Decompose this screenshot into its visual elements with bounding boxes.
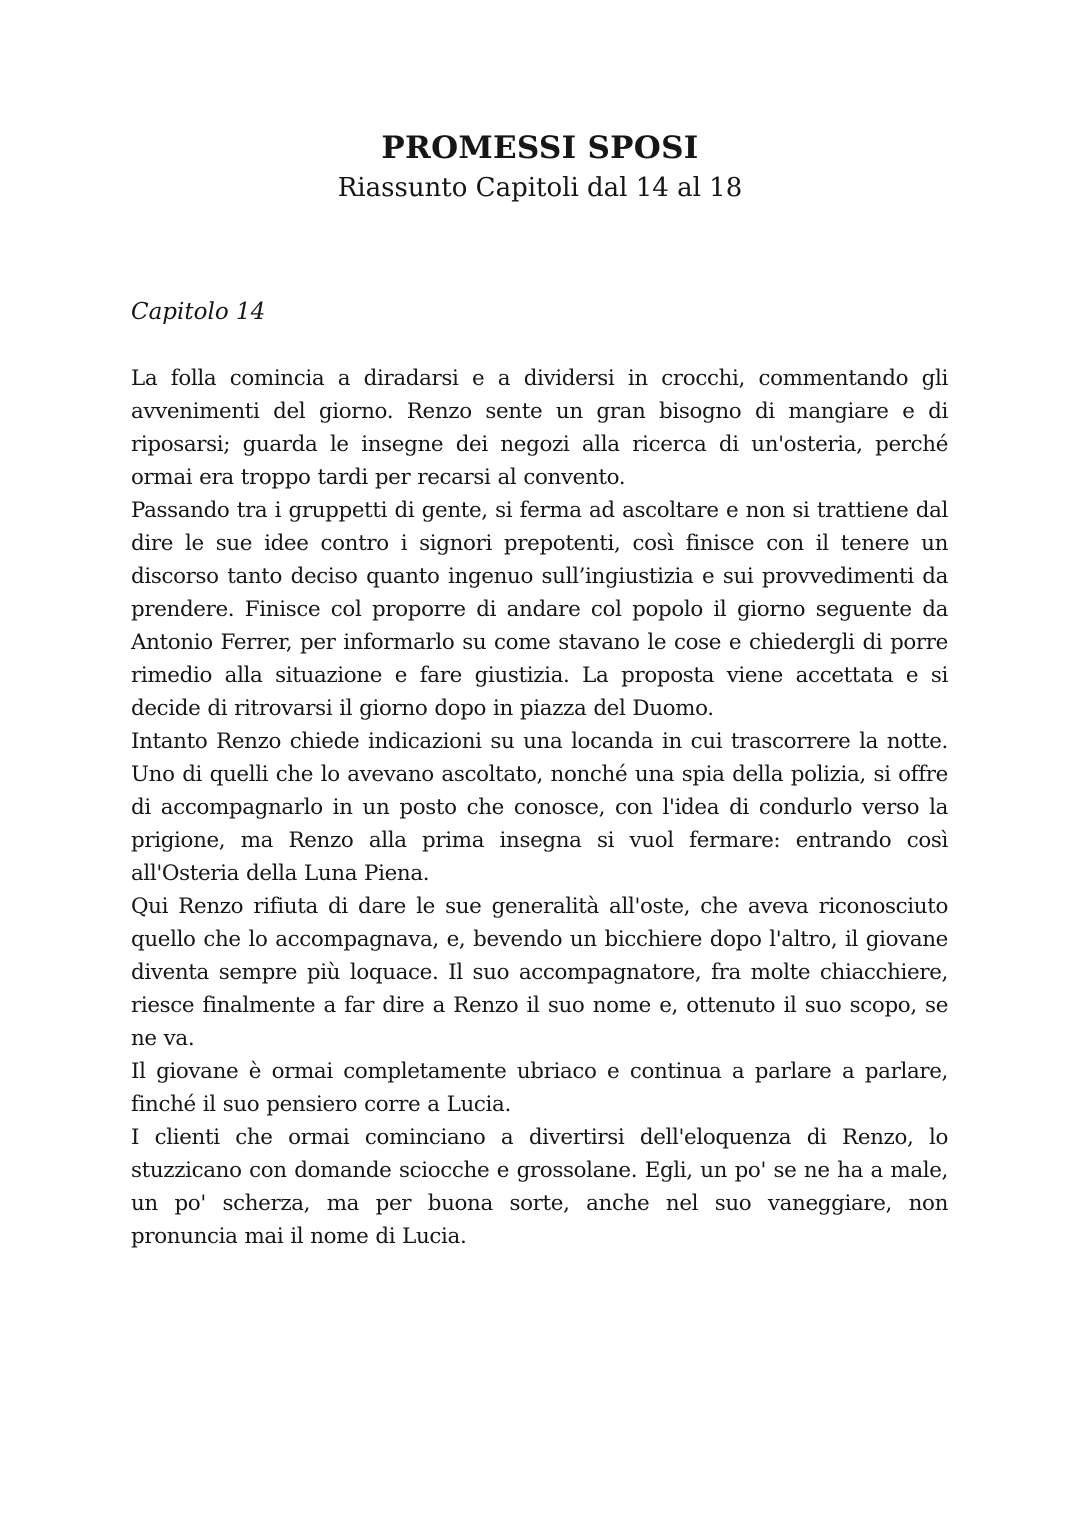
chapter-heading: Capitolo 14 — [131, 299, 266, 325]
paragraph-2: Passando tra i gruppetti di gente, si ferma ad ascoltare e non si trattiene dal dire le sue idee contro i signori prepotenti, così finisce con il tenere un discorso tanto deciso quanto ingenuo sull’ingiustizia e sui provvedimenti da prendere. Finisce col proporre di andare col popolo il giorno seguente da Antonio Ferrer, per informarlo su come stavano le cose e chiedergli di porre rimedio alla situazione e fare giustizia. La proposta viene accettata e si decide di ritrovarsi il giorno dopo in piazza del Duomo. — [131, 498, 948, 721]
paragraph-5: Il giovane è ormai completamente ubriaco e continua a parlare a parlare, finché il suo pensiero corre a Lucia. — [131, 1059, 948, 1117]
paragraph-3: Intanto Renzo chiede indicazioni su una locanda in cui trascorrere la notte. Uno di quelli che lo avevano ascoltato, nonché una spia della polizia, si offre di accompagnarlo in un posto che conosce, con l'idea di condurlo verso la prigione, ma Renzo alla prima insegna si vuol fermare: entrando così all'Osteria della Luna Piena. — [131, 729, 948, 886]
document-title: PROMESSI SPOSI — [381, 130, 699, 166]
paragraph-1: La folla comincia a diradarsi e a dividersi in crocchi, commentando gli avvenimenti del giorno. Renzo sente un gran bisogno di mangiare e di riposarsi; guarda le insegne dei negozi alla ricerca di un'osteria, perché ormai era troppo tardi per recarsi al convento. — [131, 366, 948, 490]
document-subtitle: Riassunto Capitoli dal 14 al 18 — [337, 173, 743, 203]
paragraph-4: Qui Renzo rifiuta di dare le sue generalità all'oste, che aveva riconosciuto quello che lo accompagnava, e, bevendo un bicchiere dopo l'altro, il giovane diventa sempre più loquace. Il suo accompagnatore, fra molte chiacchiere, riesce finalmente a far dire a Renzo il suo nome e, ottenuto il suo scopo, se ne va. — [131, 894, 948, 1051]
paragraph-6: I clienti che ormai cominciano a divertirsi dell'eloquenza di Renzo, lo stuzzicano con domande sciocche e grossolane. Egli, un po' se ne ha a male, un po' scherza, ma per buona sorte, anche nel suo vaneggiare, non pronuncia mai il nome di Lucia. — [131, 1125, 948, 1249]
chapter-body — [131, 362, 948, 1253]
